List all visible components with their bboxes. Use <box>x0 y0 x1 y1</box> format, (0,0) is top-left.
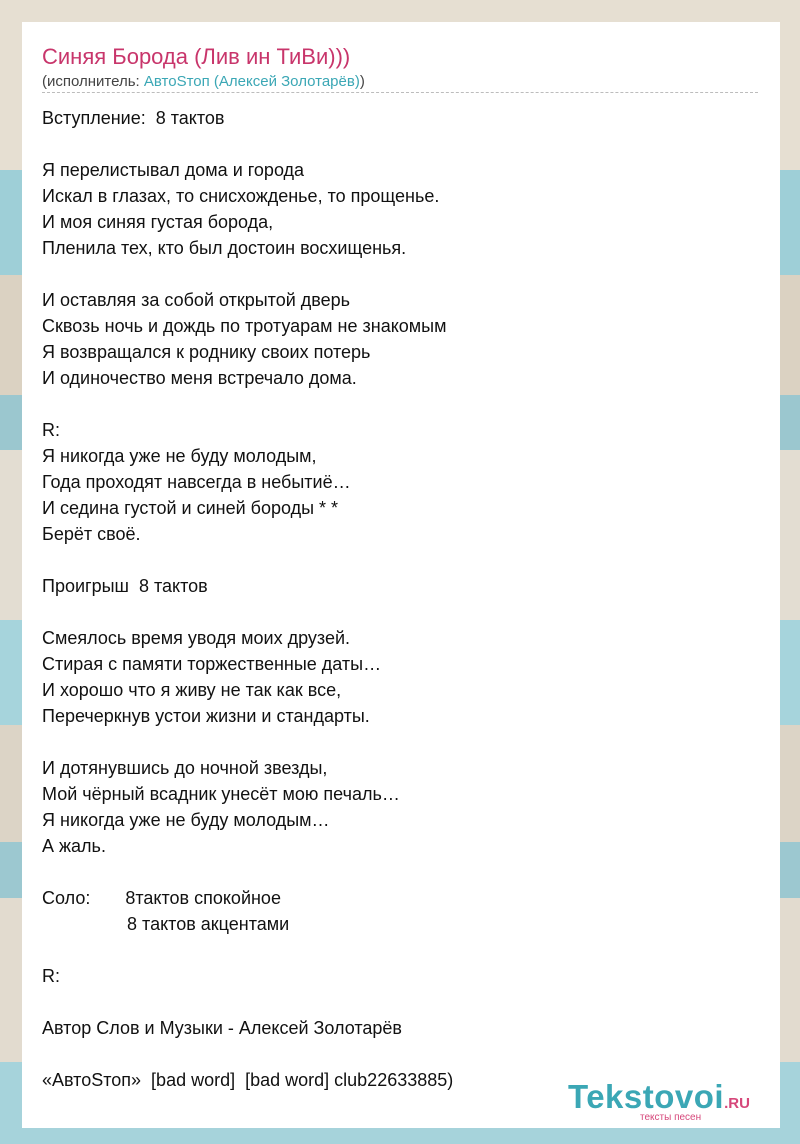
lyric-line <box>42 131 758 157</box>
lyric-line: Я возвращался к роднику своих потерь <box>42 342 371 362</box>
lyric-line <box>42 547 758 573</box>
lyric-line: Я перелистывал дома и города <box>42 160 305 180</box>
logo-tagline: тексты песен <box>640 1112 702 1123</box>
lyric-line: Соло: 8тактов спокойное <box>42 888 281 908</box>
lyric-line: R: <box>42 420 60 440</box>
lyric-line: Мой чёрный всадник унесёт мою печаль… <box>42 784 400 804</box>
lyric-line: Смеялось время уводя моих друзей. <box>42 628 351 648</box>
lyric-line: Берёт своё. <box>42 524 141 544</box>
lyric-line: И хорошо что я живу не так как все, <box>42 680 342 700</box>
lyric-line: Я никогда уже не буду молодым… <box>42 810 330 830</box>
lyric-line <box>42 391 758 417</box>
logo-suffix: .RU <box>724 1095 750 1112</box>
lyric-line <box>42 1041 758 1067</box>
lyric-line: Я никогда уже не буду молодым, <box>42 446 317 466</box>
title-divider <box>42 92 758 93</box>
lyric-line: Проигрыш 8 тактов <box>42 576 208 596</box>
lyric-line: И оставляя за собой открытой дверь <box>42 290 351 310</box>
lyric-line: Автор Слов и Музыки - Алексей Золотарёв <box>42 1018 402 1038</box>
lyric-line: Года проходят навсегда в небытиё… <box>42 472 351 492</box>
performer-prefix: (исполнитель: <box>42 73 144 90</box>
performer-suffix: ) <box>359 73 365 90</box>
lyric-line <box>42 729 758 755</box>
lyric-line <box>42 261 758 287</box>
lyric-line: «АвтоSтоп» [bad word] [bad word] club22633885) <box>42 1070 454 1090</box>
lyric-line: R: <box>42 966 60 986</box>
lyric-line: Перечеркнув устои жизни и стандарты. <box>42 706 370 726</box>
lyric-line: Стирая с памяти торжественные даты… <box>42 654 382 674</box>
lyric-line: Пленила тех, кто был достоин восхищенья. <box>42 238 407 258</box>
lyric-line: А жаль. <box>42 836 106 856</box>
lyrics-text <box>42 105 758 1093</box>
lyric-line <box>42 937 758 963</box>
performer-line <box>42 73 365 91</box>
lyric-line: Искал в глазах, то снисхожденье, то прощенье. <box>42 186 440 206</box>
lyric-line <box>42 859 758 885</box>
lyric-line: Сквозь ночь и дождь по тротуарам не знакомым <box>42 316 447 336</box>
lyric-line: 8 тактов акцентами <box>42 914 290 934</box>
lyric-line: И моя синяя густая борода, <box>42 212 274 232</box>
logo-name: Tekstovoi <box>568 1078 725 1115</box>
lyric-line <box>42 599 758 625</box>
lyric-line: И дотянувшись до ночной звезды, <box>42 758 328 778</box>
lyric-line: И седина густой и синей бороды * * <box>42 498 339 518</box>
lyric-line: Вступление: 8 тактов <box>42 108 225 128</box>
artist-link[interactable]: АвтоSтоп (Алексей Золотарёв) <box>143 73 360 90</box>
lyric-line <box>42 989 758 1015</box>
song-title: Синяя Борода (Лив ин ТиВи))) <box>42 44 351 69</box>
lyric-line: И одиночество меня встречало дома. <box>42 368 357 388</box>
